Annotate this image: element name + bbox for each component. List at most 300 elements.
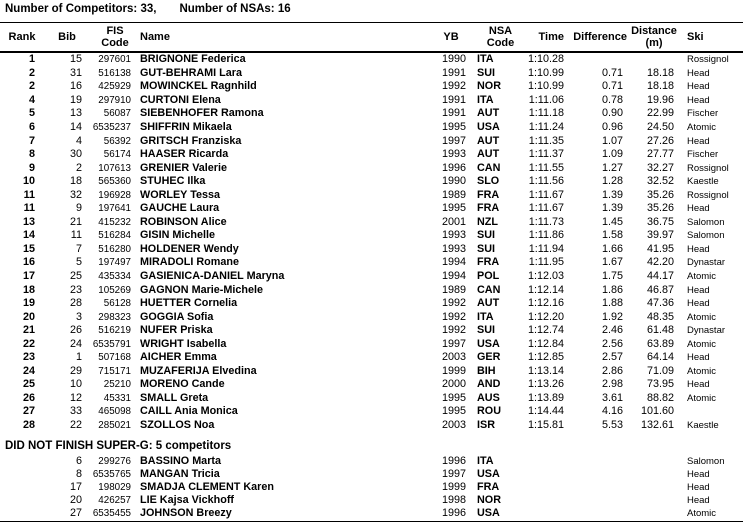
- rank-cell: 11: [23, 202, 35, 215]
- yb-cell: 2003: [441, 351, 466, 364]
- name-cell: HOLDENER Wendy: [140, 242, 239, 255]
- nsa-code-cell: ITA: [477, 455, 494, 468]
- results-rows: [0, 53, 743, 432]
- difference-cell: 1.75: [601, 270, 623, 283]
- bib-cell: 12: [69, 391, 82, 404]
- bib-cell: 20: [69, 494, 82, 507]
- nsa-code-cell: AUS: [477, 391, 500, 404]
- ski-brand-cell: Head: [687, 352, 710, 364]
- ski-brand-cell: Dynastar: [687, 325, 726, 337]
- results-table: [0, 22, 743, 520]
- time-cell: 1:11.18: [528, 107, 564, 120]
- yb-cell: 2000: [441, 378, 466, 391]
- fis-code-cell: 516138: [98, 67, 131, 79]
- difference-cell: 1.28: [601, 175, 623, 188]
- name-cell: WRIGHT Isabella: [140, 337, 227, 350]
- column-header-time: Time: [538, 31, 564, 43]
- name-cell: MANGAN Tricia: [140, 468, 220, 481]
- rank-cell: 24: [22, 364, 35, 377]
- nsa-code-cell: FRA: [477, 481, 500, 494]
- difference-cell: 1.07: [601, 134, 623, 147]
- yb-cell: 1993: [441, 148, 466, 161]
- nsa-code-cell: NOR: [477, 80, 501, 93]
- distance-cell: 24.50: [646, 121, 674, 133]
- nsa-code-cell: SUI: [477, 324, 495, 337]
- bib-cell: 9: [75, 202, 82, 215]
- nsa-code-cell: GER: [477, 351, 501, 364]
- distance-cell: 27.77: [646, 148, 674, 161]
- rank-cell: 17: [22, 270, 35, 283]
- name-cell: ROBINSON Alice: [140, 215, 227, 228]
- yb-cell: 1997: [441, 134, 466, 147]
- fis-code-cell: 297910: [98, 94, 131, 106]
- bib-cell: 23: [69, 283, 82, 296]
- nsa-code-cell: USA: [477, 121, 500, 133]
- rank-cell: 8: [28, 148, 35, 161]
- name-cell: HUETTER Cornelia: [140, 297, 238, 310]
- name-cell: SZOLLOS Noa: [140, 419, 215, 432]
- fis-code-cell: 297601: [98, 54, 131, 66]
- rank-cell: 4: [28, 93, 35, 106]
- yb-cell: 1992: [441, 324, 466, 337]
- bib-cell: 32: [69, 188, 82, 201]
- rank-cell: 11: [23, 188, 35, 201]
- yb-cell: 1994: [441, 270, 466, 283]
- bib-cell: 14: [69, 121, 82, 133]
- bib-cell: 6: [75, 455, 82, 468]
- difference-cell: 2.57: [601, 351, 623, 364]
- ski-brand-cell: Salomon: [687, 230, 725, 242]
- result-row: [0, 324, 743, 338]
- rank-cell: 25: [22, 378, 35, 391]
- bib-cell: 15: [69, 53, 82, 66]
- distance-cell: 22.99: [646, 107, 674, 120]
- ski-brand-cell: Atomic: [687, 122, 717, 133]
- rank-cell: 1: [28, 53, 35, 66]
- rank-cell: 19: [22, 297, 35, 310]
- nsa-code-cell: POL: [477, 270, 500, 283]
- result-row: [0, 53, 743, 67]
- result-row: [0, 392, 743, 406]
- rank-cell: 26: [22, 391, 35, 404]
- column-header-name: Name: [140, 31, 170, 43]
- nsa-code-cell: AUT: [477, 148, 500, 161]
- time-cell: 1:11.37: [528, 148, 564, 161]
- difference-cell: 1.27: [601, 161, 623, 174]
- time-cell: 1:11.24: [528, 121, 564, 133]
- difference-cell: 2.56: [601, 337, 623, 350]
- nsa-code-cell: ITA: [477, 53, 494, 66]
- name-cell: CAILL Ania Monica: [140, 405, 238, 418]
- dnf-row: [0, 468, 743, 481]
- name-cell: BASSINO Marta: [140, 455, 221, 468]
- nsas-count: Number of NSAs: 16: [179, 3, 291, 15]
- rank-cell: 27: [22, 405, 35, 418]
- rank-cell: 22: [22, 337, 35, 350]
- ski-brand-cell: Fischer: [687, 108, 719, 120]
- result-row: [0, 216, 743, 230]
- rank-cell: 21: [22, 324, 35, 337]
- difference-cell: 0.96: [601, 121, 623, 133]
- name-cell: GISIN Michelle: [140, 229, 215, 242]
- column-header-distance: Distance (m): [631, 25, 677, 49]
- ski-brand-cell: Head: [687, 284, 710, 296]
- nsa-code-cell: SUI: [477, 242, 495, 255]
- nsa-code-cell: BIH: [477, 364, 496, 377]
- nsa-code-cell: SLO: [477, 175, 500, 188]
- name-cell: AICHER Emma: [140, 351, 217, 364]
- result-row: [0, 202, 743, 216]
- yb-cell: 1997: [441, 337, 466, 350]
- bib-cell: 1: [75, 351, 82, 364]
- ski-brand-cell: Salomon: [687, 456, 725, 468]
- nsa-code-cell: FRA: [477, 256, 500, 269]
- fis-code-cell: 465098: [98, 406, 131, 418]
- yb-cell: 1992: [441, 80, 466, 93]
- distance-cell: 32.27: [646, 161, 674, 174]
- difference-cell: 3.61: [601, 391, 623, 404]
- time-cell: 1:12.84: [527, 337, 564, 350]
- distance-cell: 18.18: [646, 80, 674, 93]
- result-row: [0, 188, 743, 202]
- difference-cell: 2.46: [601, 324, 623, 337]
- difference-cell: 1.92: [601, 310, 623, 323]
- competitors-count: Number of Competitors: 33,: [5, 3, 157, 15]
- fis-code-cell: 56128: [103, 298, 131, 310]
- bib-cell: 5: [75, 256, 82, 269]
- ski-brand-cell: Dynastar: [687, 257, 726, 269]
- distance-cell: 48.35: [646, 310, 674, 323]
- ski-brand-cell: Head: [687, 298, 710, 310]
- column-header-nsa-code: NSA Code: [486, 25, 515, 49]
- result-row: [0, 67, 743, 81]
- ski-brand-cell: Head: [687, 379, 710, 391]
- bib-cell: 22: [69, 419, 82, 432]
- time-cell: 1:12.16: [527, 297, 564, 310]
- fis-code-cell: 56087: [103, 108, 131, 120]
- result-row: [0, 175, 743, 189]
- column-header-difference: Difference: [573, 31, 627, 43]
- result-row: [0, 94, 743, 108]
- ski-brand-cell: Head: [687, 94, 710, 106]
- result-row: [0, 270, 743, 284]
- ski-brand-cell: Atomic: [687, 392, 717, 404]
- distance-cell: 44.17: [646, 270, 674, 283]
- result-row: [0, 365, 743, 379]
- ski-brand-cell: Atomic: [687, 508, 717, 520]
- yb-cell: 1989: [441, 188, 466, 201]
- bib-cell: 13: [69, 107, 82, 120]
- bib-cell: 3: [75, 310, 82, 323]
- fis-code-cell: 56392: [103, 135, 131, 147]
- yb-cell: 1997: [441, 468, 466, 481]
- result-row: [0, 351, 743, 365]
- difference-cell: 0.90: [601, 107, 623, 120]
- ski-brand-cell: Kaestle: [687, 176, 719, 188]
- nsa-code-cell: USA: [477, 468, 500, 481]
- name-cell: MOWINCKEL Ragnhild: [140, 80, 257, 93]
- dnf-section-title: DID NOT FINISH SUPER-G: 5 competitors: [5, 440, 232, 453]
- dnf-row: [0, 494, 743, 507]
- column-header-bib: Bib: [58, 31, 76, 43]
- time-cell: 1:15.81: [527, 419, 564, 432]
- time-cell: 1:11.94: [528, 242, 564, 255]
- yb-cell: 1994: [441, 256, 466, 269]
- nsa-code-cell: AND: [477, 378, 501, 391]
- nsa-code-cell: AUT: [477, 297, 500, 310]
- bib-cell: 8: [75, 468, 82, 481]
- fis-code-cell: 6535791: [92, 338, 131, 350]
- ski-brand-cell: Head: [687, 81, 710, 93]
- result-row: [0, 134, 743, 148]
- fis-code-cell: 45331: [103, 392, 131, 404]
- time-cell: 1:12.85: [527, 351, 564, 364]
- bib-cell: 4: [75, 134, 82, 147]
- bib-cell: 18: [69, 175, 82, 188]
- fis-code-cell: 415232: [98, 216, 131, 228]
- name-cell: GASIENICA-DANIEL Maryna: [140, 270, 285, 283]
- difference-cell: 5.53: [601, 419, 623, 432]
- ski-brand-cell: Head: [687, 135, 710, 147]
- name-cell: GRENIER Valerie: [140, 161, 228, 174]
- result-row: [0, 161, 743, 175]
- bib-cell: 26: [69, 324, 82, 337]
- yb-cell: 1999: [441, 364, 466, 377]
- time-cell: 1:11.95: [528, 256, 564, 269]
- time-cell: 1:10.99: [527, 80, 564, 93]
- nsa-code-cell: AUT: [477, 107, 500, 120]
- rank-cell: 10: [22, 175, 35, 188]
- bib-cell: 11: [70, 229, 82, 242]
- fis-code-cell: 105269: [98, 284, 131, 296]
- column-header-ski: Ski: [687, 31, 704, 43]
- yb-cell: 1993: [441, 229, 466, 242]
- ski-brand-cell: Rossignol: [687, 162, 729, 174]
- rank-cell: 2: [28, 66, 35, 79]
- ski-brand-cell: Atomic: [687, 311, 717, 323]
- result-row: [0, 243, 743, 257]
- ski-brand-cell: Head: [687, 469, 710, 481]
- result-row: [0, 256, 743, 270]
- name-cell: CURTONI Elena: [140, 93, 221, 106]
- distance-cell: 42.20: [646, 256, 674, 269]
- time-cell: 1:10.99: [527, 66, 564, 79]
- ski-brand-cell: Rossignol: [687, 54, 729, 66]
- distance-cell: 101.60: [640, 405, 674, 418]
- dnf-row: [0, 455, 743, 468]
- nsa-code-cell: CAN: [477, 161, 501, 174]
- time-cell: 1:11.55: [528, 161, 564, 174]
- bib-cell: 7: [75, 242, 82, 255]
- ski-brand-cell: Head: [687, 482, 710, 494]
- nsa-code-cell: USA: [477, 507, 500, 520]
- bib-cell: 29: [69, 364, 82, 377]
- yb-cell: 1995: [441, 391, 466, 404]
- difference-cell: 1.45: [601, 215, 623, 228]
- rank-cell: 14: [22, 229, 35, 242]
- result-row: [0, 148, 743, 162]
- name-cell: GOGGIA Sofia: [140, 310, 214, 323]
- yb-cell: 1996: [441, 161, 466, 174]
- rank-cell: 18: [22, 283, 35, 296]
- name-cell: SMADJA CLEMENT Karen: [140, 481, 274, 494]
- nsa-code-cell: CAN: [477, 283, 501, 296]
- dnf-row: [0, 481, 743, 494]
- name-cell: HAASER Ricarda: [140, 148, 229, 161]
- difference-cell: 2.98: [601, 378, 623, 391]
- nsa-code-cell: AUT: [477, 134, 500, 147]
- ski-brand-cell: Head: [687, 67, 710, 79]
- time-cell: 1:11.73: [528, 215, 564, 228]
- distance-cell: 41.95: [646, 242, 674, 255]
- difference-cell: 0.78: [601, 93, 623, 106]
- time-cell: 1:11.67: [528, 188, 564, 201]
- nsa-code-cell: ISR: [477, 419, 495, 432]
- result-row: [0, 310, 743, 324]
- column-header-yb: YB: [443, 31, 459, 43]
- ski-brand-cell: Salomon: [687, 216, 725, 228]
- ski-brand-cell: Atomic: [687, 271, 717, 283]
- fis-code-cell: 107613: [98, 162, 131, 174]
- time-cell: 1:12.14: [527, 283, 564, 296]
- bib-cell: 16: [69, 80, 82, 93]
- column-header-rank: Rank: [8, 31, 36, 43]
- result-row: [0, 378, 743, 392]
- name-cell: NUFER Priska: [140, 324, 213, 337]
- yb-cell: 1999: [441, 481, 466, 494]
- fis-code-cell: 715171: [98, 365, 131, 377]
- rank-cell: 5: [28, 107, 35, 120]
- difference-cell: 4.16: [601, 405, 623, 418]
- time-cell: 1:11.56: [528, 175, 564, 188]
- ski-brand-cell: Head: [687, 203, 710, 215]
- fis-code-cell: 516284: [98, 230, 131, 242]
- distance-cell: 35.26: [646, 188, 674, 201]
- time-cell: 1:11.67: [528, 202, 564, 215]
- result-row: [0, 229, 743, 243]
- fis-code-cell: 507168: [98, 352, 131, 364]
- fis-code-cell: 56174: [103, 149, 131, 161]
- bib-cell: 31: [69, 66, 82, 79]
- bib-cell: 30: [69, 148, 82, 161]
- bib-cell: 2: [75, 161, 82, 174]
- nsa-code-cell: FRA: [477, 202, 500, 215]
- name-cell: GAUCHE Laura: [140, 202, 220, 215]
- name-cell: BRIGNONE Federica: [140, 53, 246, 66]
- difference-cell: 1.66: [601, 242, 623, 255]
- result-row: [0, 107, 743, 121]
- name-cell: SMALL Greta: [140, 391, 209, 404]
- result-row: [0, 337, 743, 351]
- fis-code-cell: 6535455: [92, 508, 131, 520]
- time-cell: 1:13.89: [527, 391, 564, 404]
- name-cell: GAGNON Marie-Michele: [140, 283, 263, 296]
- yb-cell: 1995: [441, 202, 466, 215]
- name-cell: GUT-BEHRAMI Lara: [140, 66, 242, 79]
- time-cell: 1:11.06: [528, 93, 564, 106]
- fis-code-cell: 565360: [98, 176, 131, 188]
- nsa-code-cell: SUI: [477, 229, 495, 242]
- difference-cell: 1.88: [601, 297, 623, 310]
- ski-brand-cell: Rossignol: [687, 189, 729, 201]
- nsa-code-cell: SUI: [477, 66, 495, 79]
- rank-cell: 9: [28, 161, 35, 174]
- ski-brand-cell: Head: [687, 243, 710, 255]
- fis-code-cell: 516280: [98, 243, 131, 255]
- nsa-code-cell: ITA: [477, 310, 494, 323]
- bib-cell: 21: [69, 215, 82, 228]
- distance-cell: 18.18: [646, 66, 674, 79]
- difference-cell: 0.71: [601, 80, 623, 93]
- fis-code-cell: 435334: [98, 271, 131, 283]
- nsa-code-cell: ITA: [477, 93, 494, 106]
- time-cell: 1:13.14: [527, 364, 564, 377]
- yb-cell: 1989: [441, 283, 466, 296]
- distance-cell: 19.96: [646, 93, 674, 106]
- dnf-row: [0, 507, 743, 520]
- result-row: [0, 283, 743, 297]
- rank-cell: 15: [22, 242, 35, 255]
- nsa-code-cell: USA: [477, 337, 500, 350]
- nsa-code-cell: ROU: [477, 405, 501, 418]
- name-cell: GRITSCH Franziska: [140, 134, 242, 147]
- yb-cell: 1996: [441, 507, 466, 520]
- rank-cell: 13: [22, 215, 35, 228]
- fis-code-cell: 426257: [98, 495, 131, 507]
- yb-cell: 1992: [441, 310, 466, 323]
- rank-cell: 2: [28, 80, 35, 93]
- distance-cell: 27.26: [646, 134, 674, 147]
- fis-code-cell: 198029: [98, 482, 131, 494]
- nsa-code-cell: FRA: [477, 188, 500, 201]
- distance-cell: 35.26: [646, 202, 674, 215]
- name-cell: WORLEY Tessa: [140, 188, 221, 201]
- yb-cell: 2003: [441, 419, 466, 432]
- bib-cell: 33: [69, 405, 82, 418]
- summary-line: [5, 3, 291, 15]
- name-cell: STUHEC Ilka: [140, 175, 206, 188]
- result-row: [0, 297, 743, 311]
- time-cell: 1:13.26: [527, 378, 564, 391]
- bib-cell: 17: [69, 481, 82, 494]
- yb-cell: 1990: [441, 53, 466, 66]
- yb-cell: 1992: [441, 297, 466, 310]
- distance-cell: 32.52: [646, 175, 674, 188]
- fis-code-cell: 425929: [98, 81, 131, 93]
- result-row: [0, 405, 743, 419]
- difference-cell: 0.71: [601, 66, 623, 79]
- result-row: [0, 419, 743, 433]
- rank-cell: 28: [22, 419, 35, 432]
- yb-cell: 1993: [441, 242, 466, 255]
- difference-cell: 1.39: [601, 202, 623, 215]
- nsa-code-cell: NOR: [477, 494, 501, 507]
- fis-code-cell: 298323: [98, 311, 131, 323]
- difference-cell: 1.09: [601, 148, 623, 161]
- yb-cell: 1991: [441, 107, 466, 120]
- dnf-rows: [0, 455, 743, 520]
- yb-cell: 1995: [441, 121, 466, 133]
- time-cell: 1:14.44: [527, 405, 564, 418]
- time-cell: 1:12.03: [527, 270, 564, 283]
- rank-cell: 20: [22, 310, 35, 323]
- fis-code-cell: 516219: [98, 325, 131, 337]
- column-header-fis-code: FIS Code: [101, 25, 129, 49]
- distance-cell: 47.36: [646, 297, 674, 310]
- distance-cell: 63.89: [646, 337, 674, 350]
- name-cell: MUZAFERIJA Elvedina: [140, 364, 257, 377]
- table-header: [0, 22, 743, 53]
